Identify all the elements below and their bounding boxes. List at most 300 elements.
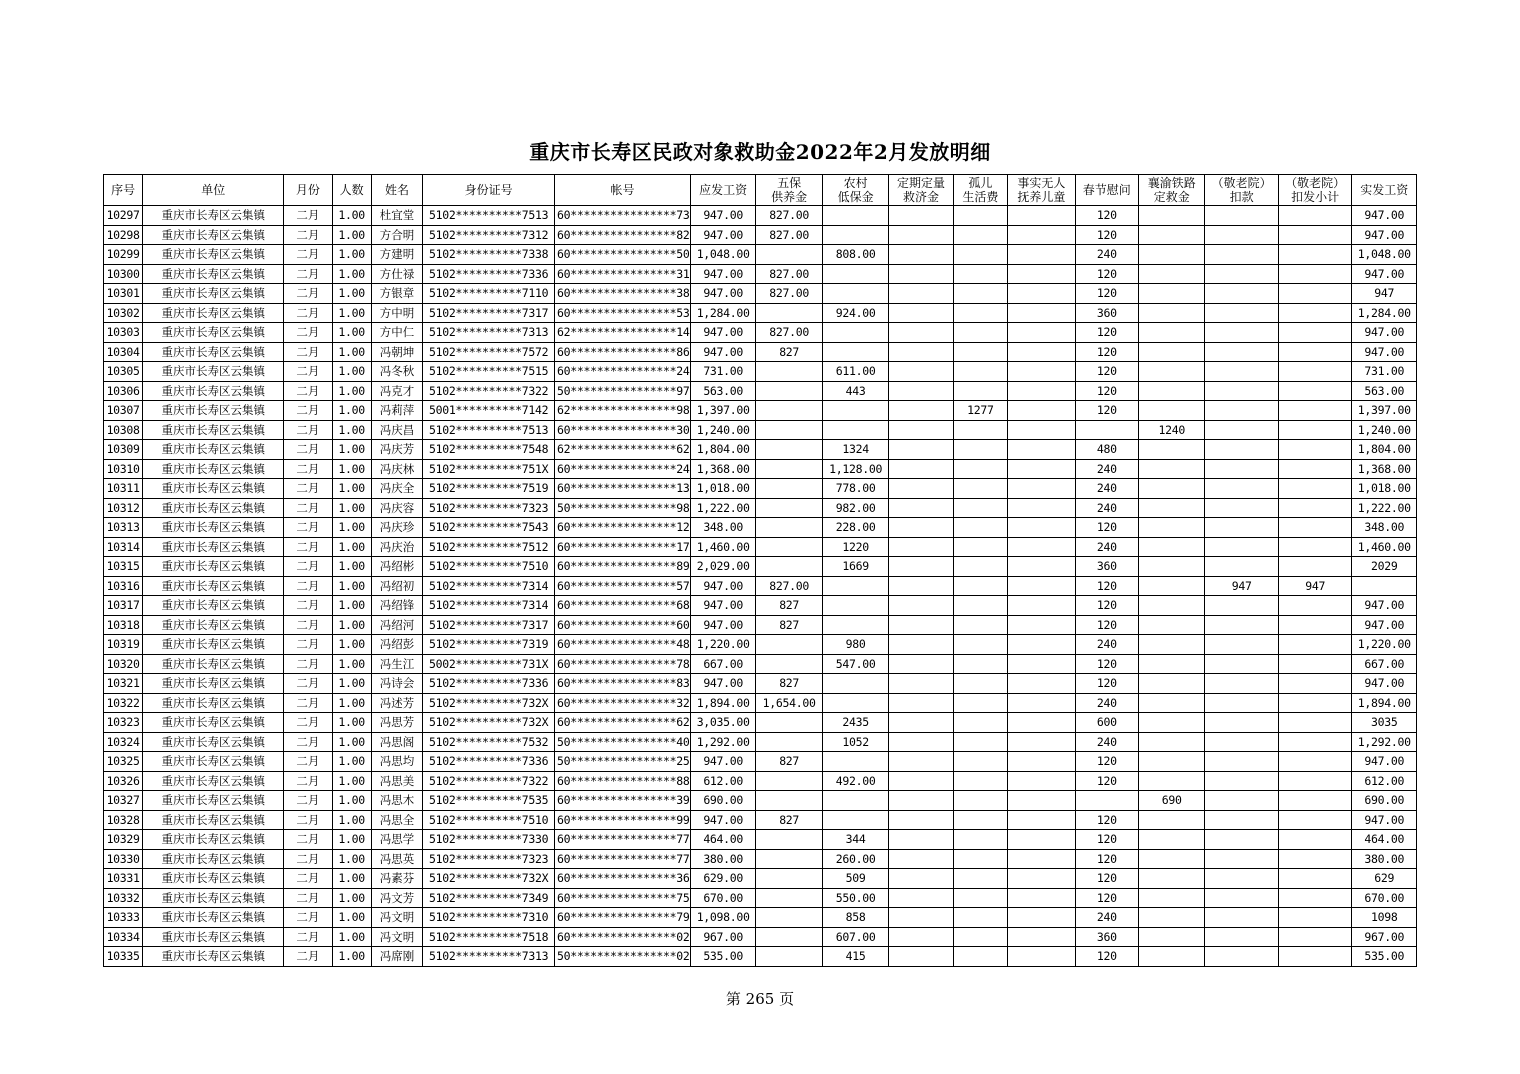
cell-month: 二月: [284, 362, 332, 382]
cell-payable: 1,397.00: [690, 401, 755, 421]
cell-payable: 1,240.00: [690, 420, 755, 440]
cell-payable: 380.00: [690, 849, 755, 869]
cell-net-pay: 464.00: [1352, 830, 1417, 850]
cell-name: 冯绍锋: [371, 596, 422, 616]
cell-orphan-allowance: [953, 284, 1007, 304]
table-row: [104, 947, 1417, 967]
cell-unattended-child: [1008, 849, 1075, 869]
cell-seq: 10322: [104, 693, 143, 713]
cell-account: 60****************62: [555, 713, 691, 733]
cell-seq: 10329: [104, 830, 143, 850]
cell-account: 60****************75: [555, 888, 691, 908]
cell-fixed-relief: [889, 518, 953, 538]
cell-five-guarantee: [756, 888, 822, 908]
cell-people: 1.00: [332, 830, 371, 850]
cell-people: 1.00: [332, 635, 371, 655]
cell-net-pay: 667.00: [1352, 654, 1417, 674]
cell-fixed-relief: [889, 771, 953, 791]
cell-five-guarantee: 827: [756, 615, 822, 635]
cell-orphan-allowance: [953, 615, 1007, 635]
cell-payable: 947.00: [690, 264, 755, 284]
column-header-orphan-allowance: 孤儿 生活费: [953, 175, 1007, 206]
cell-five-guarantee: [756, 479, 822, 499]
cell-orphan-allowance: [953, 674, 1007, 694]
cell-unattended-child: [1008, 225, 1075, 245]
cell-fixed-relief: [889, 323, 953, 343]
cell-fixed-relief: [889, 537, 953, 557]
cell-five-guarantee: [756, 869, 822, 889]
cell-name: 冯生江: [371, 654, 422, 674]
cell-unit: 重庆市长寿区云集镇: [143, 284, 284, 304]
cell-orphan-allowance: [953, 498, 1007, 518]
cell-unit: 重庆市长寿区云集镇: [143, 810, 284, 830]
cell-month: 二月: [284, 791, 332, 811]
cell-id-number: 5102**********7310: [423, 908, 555, 928]
cell-orphan-allowance: [953, 557, 1007, 577]
cell-account: 60****************68: [555, 596, 691, 616]
cell-unit: 重庆市长寿区云集镇: [143, 557, 284, 577]
cell-id-number: 5002**********731X: [423, 654, 555, 674]
cell-net-pay: 380.00: [1352, 849, 1417, 869]
cell-nursing-home-deduction: [1205, 791, 1279, 811]
cell-unit: 重庆市长寿区云集镇: [143, 303, 284, 323]
cell-people: 1.00: [332, 498, 371, 518]
cell-name: 冯文明: [371, 908, 422, 928]
cell-id-number: 5102**********7110: [423, 284, 555, 304]
cell-five-guarantee: [756, 771, 822, 791]
cell-unattended-child: [1008, 537, 1075, 557]
cell-net-pay: 1,240.00: [1352, 420, 1417, 440]
cell-net-pay: 1,397.00: [1352, 401, 1417, 421]
cell-fixed-relief: [889, 830, 953, 850]
cell-fixed-relief: [889, 401, 953, 421]
cell-xiangyu-railway: [1138, 557, 1204, 577]
cell-xiangyu-railway: [1138, 206, 1204, 226]
cell-unit: 重庆市长寿区云集镇: [143, 498, 284, 518]
cell-account: 50****************02: [555, 947, 691, 967]
cell-month: 二月: [284, 908, 332, 928]
cell-payable: 690.00: [690, 791, 755, 811]
column-header-account: 帐号: [555, 175, 691, 206]
cell-account: 60****************31: [555, 264, 691, 284]
cell-people: 1.00: [332, 459, 371, 479]
cell-net-pay: 1,048.00: [1352, 245, 1417, 265]
cell-people: 1.00: [332, 674, 371, 694]
cell-payable: 670.00: [690, 888, 755, 908]
cell-payable: 947.00: [690, 284, 755, 304]
column-header-id-number: 身份证号: [423, 175, 555, 206]
cell-month: 二月: [284, 498, 332, 518]
cell-name: 冯思英: [371, 849, 422, 869]
cell-account: 60****************48: [555, 635, 691, 655]
cell-fixed-relief: [889, 947, 953, 967]
cell-unit: 重庆市长寿区云集镇: [143, 537, 284, 557]
cell-rural-subsistence: [822, 596, 888, 616]
cell-id-number: 5102**********7515: [423, 362, 555, 382]
cell-spring-festival: 120: [1075, 674, 1138, 694]
cell-payable: 947.00: [690, 674, 755, 694]
cell-seq: 10304: [104, 342, 143, 362]
cell-account: 60****************30: [555, 420, 691, 440]
column-header-five-guarantee: 五保 供养金: [756, 175, 822, 206]
cell-people: 1.00: [332, 713, 371, 733]
cell-rural-subsistence: [822, 576, 888, 596]
cell-nursing-home-deduction: [1205, 615, 1279, 635]
table-row: [104, 225, 1417, 245]
cell-unit: 重庆市长寿区云集镇: [143, 830, 284, 850]
column-header-unit: 单位: [143, 175, 284, 206]
cell-fixed-relief: [889, 342, 953, 362]
cell-unattended-child: [1008, 908, 1075, 928]
cell-people: 1.00: [332, 849, 371, 869]
cell-orphan-allowance: [953, 732, 1007, 752]
cell-id-number: 5102**********7336: [423, 674, 555, 694]
cell-xiangyu-railway: [1138, 459, 1204, 479]
cell-payable: 1,098.00: [690, 908, 755, 928]
cell-five-guarantee: [756, 459, 822, 479]
cell-orphan-allowance: [953, 927, 1007, 947]
cell-rural-subsistence: [822, 323, 888, 343]
cell-seq: 10324: [104, 732, 143, 752]
cell-nursing-home-deduction: [1205, 206, 1279, 226]
cell-seq: 10307: [104, 401, 143, 421]
table-row: [104, 791, 1417, 811]
cell-rural-subsistence: [822, 810, 888, 830]
cell-net-pay: 1,368.00: [1352, 459, 1417, 479]
page-title: 重庆市长寿区民政对象救助金2022年2月发放明细: [529, 140, 991, 164]
table-row: [104, 927, 1417, 947]
cell-fixed-relief: [889, 635, 953, 655]
cell-id-number: 5102**********7572: [423, 342, 555, 362]
cell-five-guarantee: 1,654.00: [756, 693, 822, 713]
cell-account: 60****************77: [555, 830, 691, 850]
cell-nursing-home-deduction: [1205, 596, 1279, 616]
table-row: [104, 362, 1417, 382]
cell-orphan-allowance: [953, 869, 1007, 889]
cell-five-guarantee: [756, 303, 822, 323]
cell-people: 1.00: [332, 479, 371, 499]
cell-id-number: 5102**********7314: [423, 576, 555, 596]
column-header-rural-subsistence: 农村 低保金: [822, 175, 888, 206]
cell-unattended-child: [1008, 206, 1075, 226]
cell-seq: 10333: [104, 908, 143, 928]
table-row: [104, 401, 1417, 421]
cell-account: 60****************86: [555, 342, 691, 362]
table-row: [104, 206, 1417, 226]
table-row: [104, 440, 1417, 460]
cell-unattended-child: [1008, 654, 1075, 674]
cell-net-pay: 947.00: [1352, 615, 1417, 635]
cell-nursing-home-subtotal: [1278, 440, 1352, 460]
cell-id-number: 5102**********7338: [423, 245, 555, 265]
cell-net-pay: 947.00: [1352, 323, 1417, 343]
cell-spring-festival: 480: [1075, 440, 1138, 460]
cell-fixed-relief: [889, 888, 953, 908]
cell-account: 60****************24: [555, 362, 691, 382]
cell-people: 1.00: [332, 810, 371, 830]
cell-spring-festival: 120: [1075, 576, 1138, 596]
cell-nursing-home-subtotal: [1278, 498, 1352, 518]
cell-people: 1.00: [332, 791, 371, 811]
cell-name: 冯庆昌: [371, 420, 422, 440]
cell-seq: 10335: [104, 947, 143, 967]
cell-unit: 重庆市长寿区云集镇: [143, 264, 284, 284]
cell-net-pay: 1,292.00: [1352, 732, 1417, 752]
cell-id-number: 5102**********7518: [423, 927, 555, 947]
cell-spring-festival: 120: [1075, 830, 1138, 850]
cell-fixed-relief: [889, 479, 953, 499]
cell-nursing-home-subtotal: [1278, 810, 1352, 830]
cell-xiangyu-railway: [1138, 674, 1204, 694]
cell-five-guarantee: 827.00: [756, 323, 822, 343]
cell-unattended-child: [1008, 947, 1075, 967]
cell-nursing-home-subtotal: [1278, 908, 1352, 928]
cell-xiangyu-railway: [1138, 518, 1204, 538]
cell-spring-festival: 120: [1075, 362, 1138, 382]
cell-account: 60****************24: [555, 459, 691, 479]
cell-fixed-relief: [889, 908, 953, 928]
cell-name: 冯思美: [371, 771, 422, 791]
cell-people: 1.00: [332, 420, 371, 440]
table-header-row: [104, 175, 1417, 206]
cell-month: 二月: [284, 888, 332, 908]
cell-fixed-relief: [889, 849, 953, 869]
cell-spring-festival: 120: [1075, 323, 1138, 343]
cell-rural-subsistence: 228.00: [822, 518, 888, 538]
cell-unattended-child: [1008, 264, 1075, 284]
cell-month: 二月: [284, 518, 332, 538]
cell-payable: 947.00: [690, 225, 755, 245]
cell-account: 60****************73: [555, 206, 691, 226]
cell-unattended-child: [1008, 596, 1075, 616]
cell-five-guarantee: 827.00: [756, 264, 822, 284]
cell-id-number: 5102**********7532: [423, 732, 555, 752]
cell-people: 1.00: [332, 947, 371, 967]
cell-unattended-child: [1008, 381, 1075, 401]
cell-unit: 重庆市长寿区云集镇: [143, 615, 284, 635]
cell-unattended-child: [1008, 323, 1075, 343]
cell-orphan-allowance: [953, 537, 1007, 557]
cell-spring-festival: 120: [1075, 947, 1138, 967]
cell-orphan-allowance: [953, 576, 1007, 596]
cell-xiangyu-railway: 690: [1138, 791, 1204, 811]
cell-net-pay: 535.00: [1352, 947, 1417, 967]
cell-rural-subsistence: [822, 615, 888, 635]
cell-month: 二月: [284, 420, 332, 440]
cell-fixed-relief: [889, 615, 953, 635]
cell-rural-subsistence: [822, 206, 888, 226]
cell-id-number: 5102**********7323: [423, 498, 555, 518]
cell-seq: 10297: [104, 206, 143, 226]
cell-seq: 10313: [104, 518, 143, 538]
cell-name: 方合明: [371, 225, 422, 245]
cell-month: 二月: [284, 479, 332, 499]
cell-nursing-home-deduction: [1205, 635, 1279, 655]
cell-seq: 10327: [104, 791, 143, 811]
cell-nursing-home-deduction: [1205, 947, 1279, 967]
cell-xiangyu-railway: [1138, 654, 1204, 674]
cell-spring-festival: 120: [1075, 518, 1138, 538]
cell-unit: 重庆市长寿区云集镇: [143, 947, 284, 967]
cell-nursing-home-subtotal: [1278, 713, 1352, 733]
cell-nursing-home-deduction: [1205, 479, 1279, 499]
cell-net-pay: 947.00: [1352, 596, 1417, 616]
cell-name: 冯思芳: [371, 713, 422, 733]
cell-seq: 10332: [104, 888, 143, 908]
cell-payable: 947.00: [690, 576, 755, 596]
cell-xiangyu-railway: [1138, 869, 1204, 889]
cell-people: 1.00: [332, 518, 371, 538]
cell-nursing-home-subtotal: [1278, 752, 1352, 772]
cell-rural-subsistence: 443: [822, 381, 888, 401]
cell-net-pay: 947.00: [1352, 206, 1417, 226]
cell-payable: 947.00: [690, 615, 755, 635]
cell-rural-subsistence: [822, 791, 888, 811]
table-row: [104, 557, 1417, 577]
cell-month: 二月: [284, 264, 332, 284]
cell-month: 二月: [284, 459, 332, 479]
cell-people: 1.00: [332, 245, 371, 265]
column-header-month: 月份: [284, 175, 332, 206]
cell-fixed-relief: [889, 713, 953, 733]
cell-id-number: 5102**********7313: [423, 323, 555, 343]
cell-people: 1.00: [332, 771, 371, 791]
cell-five-guarantee: [756, 927, 822, 947]
column-header-fixed-relief: 定期定量 救济金: [889, 175, 953, 206]
cell-people: 1.00: [332, 557, 371, 577]
cell-id-number: 5102**********7535: [423, 791, 555, 811]
cell-name: 方中明: [371, 303, 422, 323]
cell-name: 冯庆治: [371, 537, 422, 557]
cell-seq: 10298: [104, 225, 143, 245]
cell-rural-subsistence: 980: [822, 635, 888, 655]
cell-net-pay: 348.00: [1352, 518, 1417, 538]
cell-nursing-home-subtotal: [1278, 674, 1352, 694]
cell-five-guarantee: 827.00: [756, 225, 822, 245]
cell-account: 60****************77: [555, 849, 691, 869]
cell-fixed-relief: [889, 440, 953, 460]
cell-spring-festival: 120: [1075, 888, 1138, 908]
cell-spring-festival: 360: [1075, 303, 1138, 323]
cell-unit: 重庆市长寿区云集镇: [143, 771, 284, 791]
cell-unit: 重庆市长寿区云集镇: [143, 381, 284, 401]
cell-month: 二月: [284, 284, 332, 304]
column-header-name: 姓名: [371, 175, 422, 206]
cell-nursing-home-deduction: [1205, 810, 1279, 830]
cell-payable: 464.00: [690, 830, 755, 850]
cell-payable: 1,220.00: [690, 635, 755, 655]
cell-xiangyu-railway: [1138, 752, 1204, 772]
cell-nursing-home-deduction: [1205, 303, 1279, 323]
cell-nursing-home-deduction: [1205, 771, 1279, 791]
cell-unit: 重庆市长寿区云集镇: [143, 440, 284, 460]
cell-five-guarantee: [756, 557, 822, 577]
cell-nursing-home-subtotal: [1278, 537, 1352, 557]
cell-net-pay: 1,018.00: [1352, 479, 1417, 499]
cell-payable: 1,804.00: [690, 440, 755, 460]
cell-nursing-home-subtotal: [1278, 284, 1352, 304]
cell-seq: 10334: [104, 927, 143, 947]
cell-net-pay: 947: [1352, 284, 1417, 304]
cell-id-number: 5102**********7313: [423, 947, 555, 967]
cell-month: 二月: [284, 381, 332, 401]
cell-account: 60****************32: [555, 693, 691, 713]
cell-nursing-home-subtotal: [1278, 557, 1352, 577]
cell-rural-subsistence: [822, 264, 888, 284]
cell-net-pay: 947.00: [1352, 810, 1417, 830]
cell-unattended-child: [1008, 927, 1075, 947]
table-row: [104, 342, 1417, 362]
cell-people: 1.00: [332, 732, 371, 752]
cell-fixed-relief: [889, 869, 953, 889]
cell-xiangyu-railway: [1138, 498, 1204, 518]
cell-nursing-home-deduction: [1205, 830, 1279, 850]
cell-net-pay: 947.00: [1352, 674, 1417, 694]
cell-fixed-relief: [889, 752, 953, 772]
cell-nursing-home-deduction: [1205, 459, 1279, 479]
cell-people: 1.00: [332, 225, 371, 245]
cell-five-guarantee: 827: [756, 810, 822, 830]
cell-rural-subsistence: 982.00: [822, 498, 888, 518]
cell-spring-festival: 360: [1075, 557, 1138, 577]
cell-xiangyu-railway: [1138, 342, 1204, 362]
cell-five-guarantee: [756, 401, 822, 421]
cell-five-guarantee: [756, 635, 822, 655]
column-header-unattended-child: 事实无人 抚养儿童: [1008, 175, 1075, 206]
cell-unattended-child: [1008, 771, 1075, 791]
cell-nursing-home-deduction: [1205, 537, 1279, 557]
cell-nursing-home-subtotal: [1278, 849, 1352, 869]
cell-xiangyu-railway: [1138, 440, 1204, 460]
cell-nursing-home-deduction: [1205, 401, 1279, 421]
table-row: [104, 849, 1417, 869]
table-body: [104, 206, 1417, 967]
cell-name: 冯冬秋: [371, 362, 422, 382]
cell-id-number: 5102**********732X: [423, 713, 555, 733]
cell-five-guarantee: [756, 947, 822, 967]
cell-account: 60****************36: [555, 869, 691, 889]
cell-payable: 947.00: [690, 810, 755, 830]
cell-seq: 10314: [104, 537, 143, 557]
cell-nursing-home-deduction: 947: [1205, 576, 1279, 596]
cell-month: 二月: [284, 303, 332, 323]
cell-nursing-home-subtotal: [1278, 303, 1352, 323]
cell-seq: 10326: [104, 771, 143, 791]
cell-nursing-home-deduction: [1205, 498, 1279, 518]
cell-seq: 10318: [104, 615, 143, 635]
table-row: [104, 596, 1417, 616]
table-row: [104, 420, 1417, 440]
cell-fixed-relief: [889, 284, 953, 304]
cell-nursing-home-deduction: [1205, 518, 1279, 538]
cell-account: 50****************40: [555, 732, 691, 752]
cell-nursing-home-deduction: [1205, 693, 1279, 713]
cell-spring-festival: 120: [1075, 654, 1138, 674]
cell-unattended-child: [1008, 810, 1075, 830]
table-row: [104, 615, 1417, 635]
cell-net-pay: 612.00: [1352, 771, 1417, 791]
cell-fixed-relief: [889, 927, 953, 947]
cell-nursing-home-subtotal: [1278, 888, 1352, 908]
cell-five-guarantee: [756, 498, 822, 518]
table-row: [104, 303, 1417, 323]
cell-id-number: 5102**********7317: [423, 615, 555, 635]
cell-month: 二月: [284, 245, 332, 265]
cell-account: 60****************53: [555, 303, 691, 323]
cell-account: 60****************13: [555, 479, 691, 499]
cell-spring-festival: [1075, 420, 1138, 440]
cell-rural-subsistence: 415: [822, 947, 888, 967]
